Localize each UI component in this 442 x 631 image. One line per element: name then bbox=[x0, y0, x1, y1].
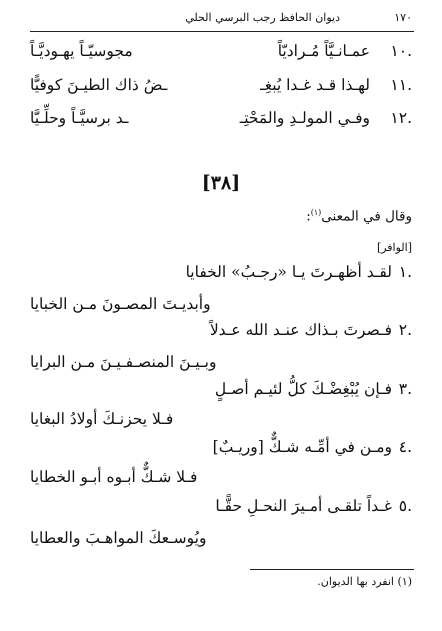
verse-first-hemistich: لهـذا قـد غـدا يُبغِـ bbox=[260, 76, 370, 94]
verse-first-hemistich: عمـانـيَّاً مُـراديّاً bbox=[277, 42, 370, 60]
verse-number: ١٠. bbox=[390, 42, 412, 60]
verse-second-hemistich: مجوسيّـاً يهـوديَّـاً bbox=[30, 42, 133, 60]
verse-number: ١١. bbox=[390, 76, 412, 94]
verse-first-hemistich: فـإن يُبْغِضْـكَ كلُّ لئيـم أصـلٍ bbox=[214, 380, 392, 398]
section-heading: [٣٨] bbox=[201, 172, 241, 194]
intro-line bbox=[306, 208, 412, 225]
verse-second-hemistich: ـضُ ذاك الطيـنَ كوفيًّا bbox=[30, 76, 168, 94]
verse-number: ١. bbox=[398, 263, 412, 281]
verse-second-hemistich: وبـيـنَ المنصـفـيـنَ مـن البرايا bbox=[30, 353, 217, 371]
verse-number: ٣. bbox=[398, 380, 412, 398]
verse-second-hemistich: ـد برسيَّـاً وحلِّـيَّا bbox=[30, 109, 129, 127]
meter-label: [الوافر] bbox=[376, 241, 412, 254]
footnote: (١) انفرد بها الديوان. bbox=[317, 575, 412, 588]
intro-colon: : bbox=[306, 208, 311, 225]
verse-number: ٥. bbox=[398, 497, 412, 515]
verse-number: ١٢. bbox=[390, 109, 412, 127]
running-title: ديوان الحافظ رجب البرسي الحلي bbox=[185, 11, 340, 24]
verse-first-hemistich: ومـن في أمِّـه شـكٌّ [وريـبٌ] bbox=[212, 438, 392, 456]
verse-first-hemistich: غـداً تلقـى أمـيرَ النحـلِ حقًّـا bbox=[215, 497, 392, 515]
intro-text: وقال في المعنى bbox=[321, 208, 412, 225]
header-rule bbox=[30, 31, 414, 32]
verse-first-hemistich: فـصرتَ بـذاك عنـد الله عـدلاً bbox=[209, 321, 392, 339]
page-number: ١٧٠ bbox=[394, 11, 412, 24]
verse-second-hemistich: فـلا يحزنـكَ أولادُ البغايا bbox=[30, 410, 174, 428]
footnote-marker: (١) bbox=[310, 208, 322, 217]
verse-first-hemistich: لقـد أظهـرتَ يـا «رجـبُ» الخفايا bbox=[185, 263, 392, 281]
verse-number: ٤. bbox=[398, 438, 412, 456]
verse-first-hemistich: وفـي المولـدِ والمَحْتِـ bbox=[239, 109, 370, 127]
verse-second-hemistich: ويُوسـعكَ المواهـبَ والعطايا bbox=[30, 529, 207, 547]
verse-second-hemistich: وأبديـتَ المصـونَ مـن الخبايا bbox=[30, 295, 211, 313]
verse-number: ٢. bbox=[398, 321, 412, 339]
footnote-rule bbox=[250, 569, 414, 570]
verse-second-hemistich: فـلا شـكٌّ أبـوه أبـو الخطايا bbox=[30, 468, 198, 486]
